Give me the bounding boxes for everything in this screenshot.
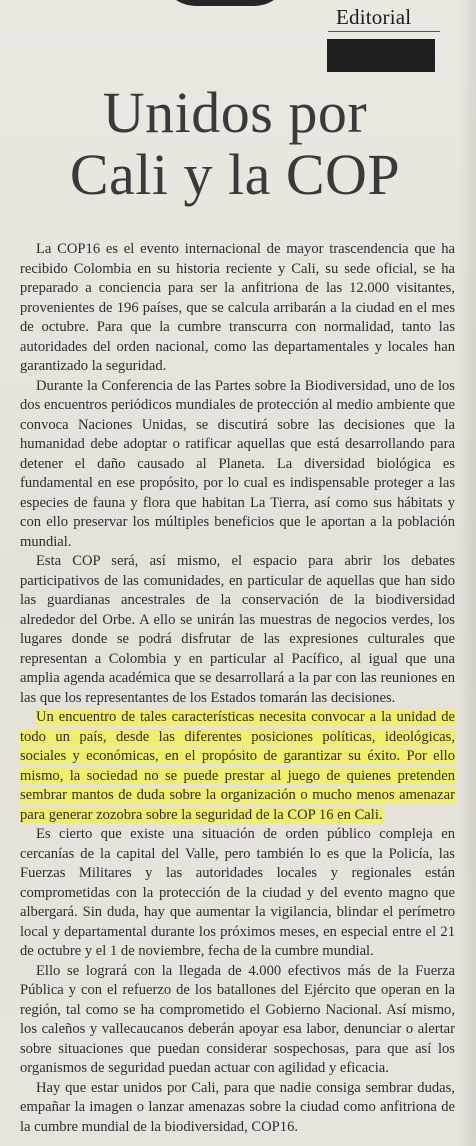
headline-line-2: Cali y la COP — [69, 142, 401, 207]
page-edge-shadow — [458, 0, 476, 1146]
paragraph-6: Ello se logrará con la llegada de 4.000 efectivos más de la Fuerza Pública y con el refuerzo de los batallones del Ejército que operan en la región, tal como se ha comprometido el Gobierno Nacional. Así mismo, los caleños y vallecaucanos deberán apoyar esa labor, denunciar o alertar sobre situaciones que puedan considerar sospechosas, para que así los organismos de seguridad puedan actuar con agilidad y eficacia. — [20, 962, 455, 1076]
paragraph-5: Es cierto que existe una situación de orden público compleja en cercanías de la capital del Valle, pero también lo es que la Policía, las Fuerzas Militares y las autoridades locales y regionales están comprometidas con la protección de la ciudad y del evento magno que albergará. Sin duda, hay que aumentar la vigilancia, blindar el perímetro local y departamental durante los próximos meses, en especial entre el 21 de octubre y el 1 de noviembre, fecha de la cumbre mundial. — [20, 826, 455, 959]
section-rule — [328, 31, 440, 32]
paragraph-7: Hay que estar unidos por Cali, para que nadie consiga sembrar dudas, empañar la imagen o lanzar amenazas sobre la ciudad como anfitriona de la cumbre mundial de la biodiversidad, COP16. — [20, 1079, 455, 1135]
paragraph-3: Esta COP será, así mismo, el espacio para abrir los debates participativos de las comunidades, en particular de aquellas que han sido las guardianas ancestrales de la conservación de la biodiversidad alrededor del Orbe. A ello se unirán las muestras de negocios verdes, los lugares donde se podrá disfrutar de las expresiones culturales que representan a Colombia y en particular al Pacífico, al igual que una amplia agenda académica que se desarrollará a la par con las reuniones en las que los representantes de los Estados tomarán las decisiones. — [20, 553, 455, 706]
highlighted-text: Un encuentro de tales características necesita convocar a la unidad de todo un país, desde las diferentes posiciones políticas, ideológicas, sociales y económicas, en el propósito de garantizar su éxito. Por ello mismo, la sociedad no se puede prestar al juego de quienes pretenden sembrar mantos de duda sobre la organización o mucho menos amenazar para generar zozobra sobre la seguridad de la COP 16 en Cali. — [20, 709, 455, 823]
headline-line-1: Unidos por — [102, 80, 368, 145]
headline — [10, 82, 460, 206]
section-bar — [327, 39, 435, 72]
header-ornament — [160, 0, 290, 6]
section-label: Editorial — [336, 5, 412, 29]
paragraph-4-highlighted — [20, 708, 455, 825]
paragraph-2: Durante la Conferencia de las Partes sobre la Biodiversidad, uno de los dos encuentros periódicos mundiales de protección al medio ambiente que convoca Naciones Unidas, se discutirá sobre las decisiones que la humanidad debe adoptar o ratificar aquellas que está desarrollando para detener el daño causado al Planeta. La diversidad biológica es fundamental en ese propósito, por lo cual es indispensable proteger a las especies de fauna y flora que habitan La Tierra, así como sus hábitats y con ello preservar los múltiples beneficios que le aportan a la población mundial. — [20, 377, 455, 550]
paragraph-1: La COP16 es el evento internacional de mayor trascendencia que ha recibido Colombia en su historia reciente y Cali, su sede oficial, se ha preparado a conciencia para ser la anfitriona de las 12.000 visitantes, provenientes de 196 países, que se calcula arribarán a la ciudad en el mes de octubre. Para que la cumbre transcurra con normalidad, tanto las autoridades del orden nacional, como las departamentales y locales han garantizado la seguridad. — [20, 241, 455, 374]
article-body — [20, 240, 455, 1137]
